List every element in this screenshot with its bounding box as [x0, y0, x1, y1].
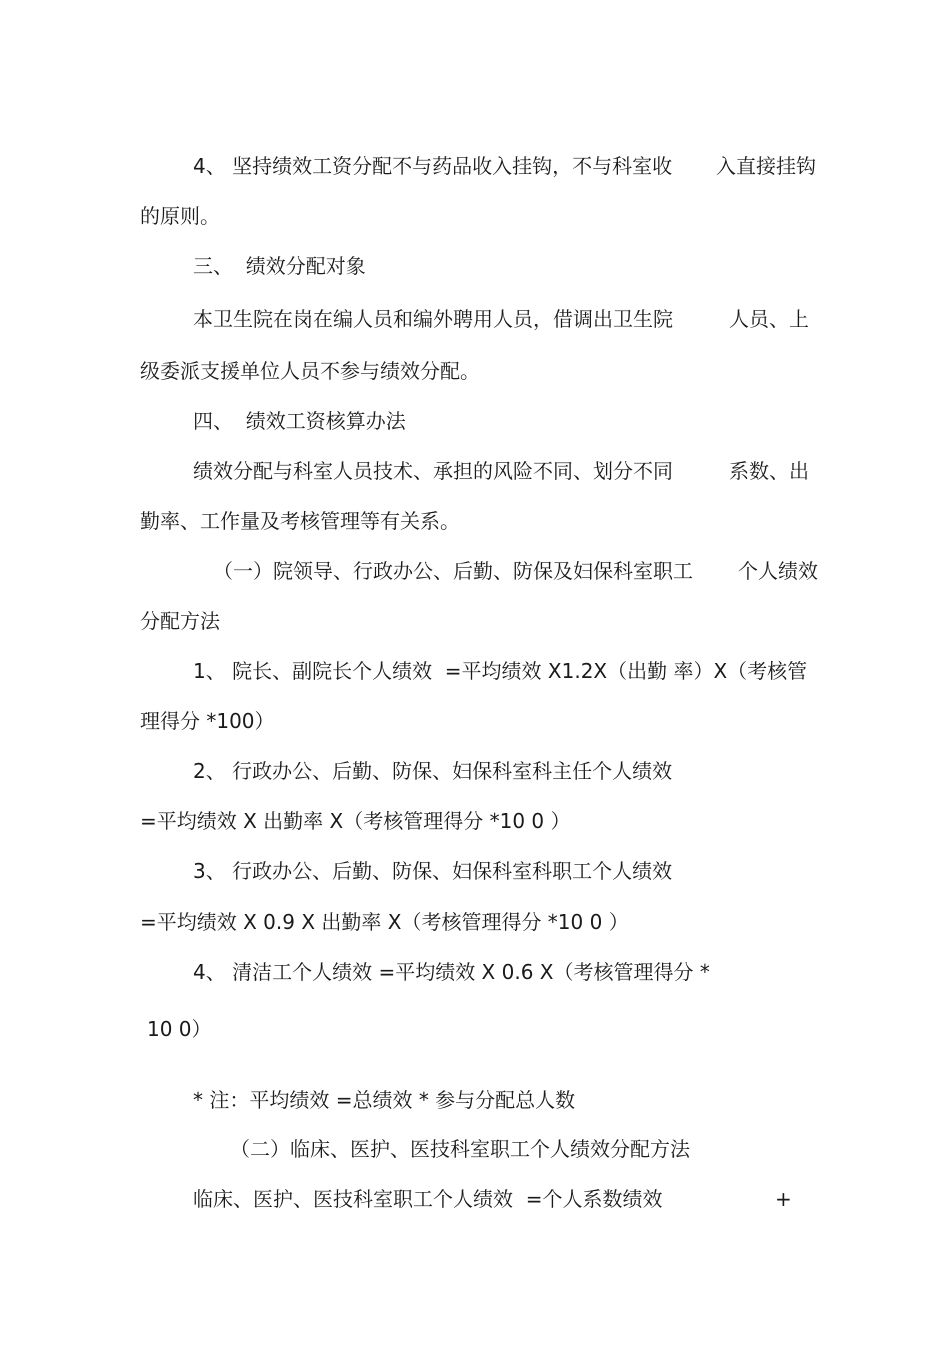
formula-line-16: [140, 908, 629, 936]
text-segment: 理得分 *100）: [140, 709, 275, 733]
text-segment: 10 0）: [147, 1017, 212, 1041]
text-line-5: [140, 357, 480, 385]
text-segment-right: +: [775, 1187, 792, 1211]
note-line-19: [193, 1086, 576, 1114]
formula-line-17: [193, 958, 710, 986]
formula-line-13: [193, 757, 673, 785]
text-line-4: [193, 305, 823, 333]
text-segment: 本卫生院在岗在编人员和编外聘用人员，借调出卫生院: [193, 307, 673, 331]
text-segment: 级委派支援单位人员不参与绩效分配。: [140, 359, 480, 383]
text-segment: （二）临床、医护、医技科室职工个人绩效分配方法: [230, 1137, 690, 1161]
text-segment-right: 人员、上: [729, 307, 809, 331]
formula-line-21: [193, 1185, 793, 1213]
text-line-8: [140, 507, 460, 535]
section-heading-3: [193, 252, 366, 280]
text-segment: 临床、医护、医技科室职工个人绩效 =个人系数绩效: [193, 1187, 663, 1211]
text-segment: =平均绩效 X 0.9 X 出勤率 X（考核管理得分 *10 0 ）: [140, 910, 629, 934]
text-segment: 4、 坚持绩效工资分配不与药品收入挂钩，不与科室收: [193, 154, 673, 178]
text-segment-right: 个人绩效: [738, 559, 818, 583]
text-line-7: [193, 457, 823, 485]
text-line-2: [140, 202, 220, 230]
subsection-heading-9: [213, 557, 833, 585]
text-segment-right: 系数、出: [729, 459, 809, 483]
text-segment: 的原则。: [140, 204, 220, 228]
text-line-12: [140, 707, 275, 735]
formula-line-11: [193, 657, 808, 685]
text-segment: 4、 清洁工个人绩效 =平均绩效 X 0.6 X（考核管理得分 *: [193, 960, 710, 984]
text-segment: =平均绩效 X 出勤率 X（考核管理得分 *10 0 ）: [140, 809, 571, 833]
text-segment-right: 入直接挂钩: [716, 154, 816, 178]
text-segment: （一）院领导、行政办公、后勤、防保及妇保科室职工: [213, 559, 693, 583]
formula-line-15: [193, 857, 673, 885]
text-segment: 绩效分配与科室人员技术、承担的风险不同、划分不同: [193, 459, 673, 483]
text-line-18: [147, 1015, 212, 1043]
formula-line-14: [140, 807, 571, 835]
text-segment: 四、 绩效工资核算办法: [193, 409, 406, 433]
text-segment: * 注：平均绩效 =总绩效 * 参与分配总人数: [193, 1088, 576, 1112]
text-segment: 3、 行政办公、后勤、防保、妇保科室科职工个人绩效: [193, 859, 673, 883]
text-segment: 勤率、工作量及考核管理等有关系。: [140, 509, 460, 533]
text-segment: 1、 院长、副院长个人绩效 =平均绩效 X1.2X（出勤 率）X（考核管: [193, 659, 808, 683]
section-heading-6: [193, 407, 406, 435]
text-segment: 三、 绩效分配对象: [193, 254, 366, 278]
text-line-10: [140, 607, 220, 635]
text-line-1: [193, 152, 823, 180]
text-segment: 分配方法: [140, 609, 220, 633]
text-segment: 2、 行政办公、后勤、防保、妇保科室科主任个人绩效: [193, 759, 673, 783]
subsection-heading-20: [230, 1135, 690, 1163]
